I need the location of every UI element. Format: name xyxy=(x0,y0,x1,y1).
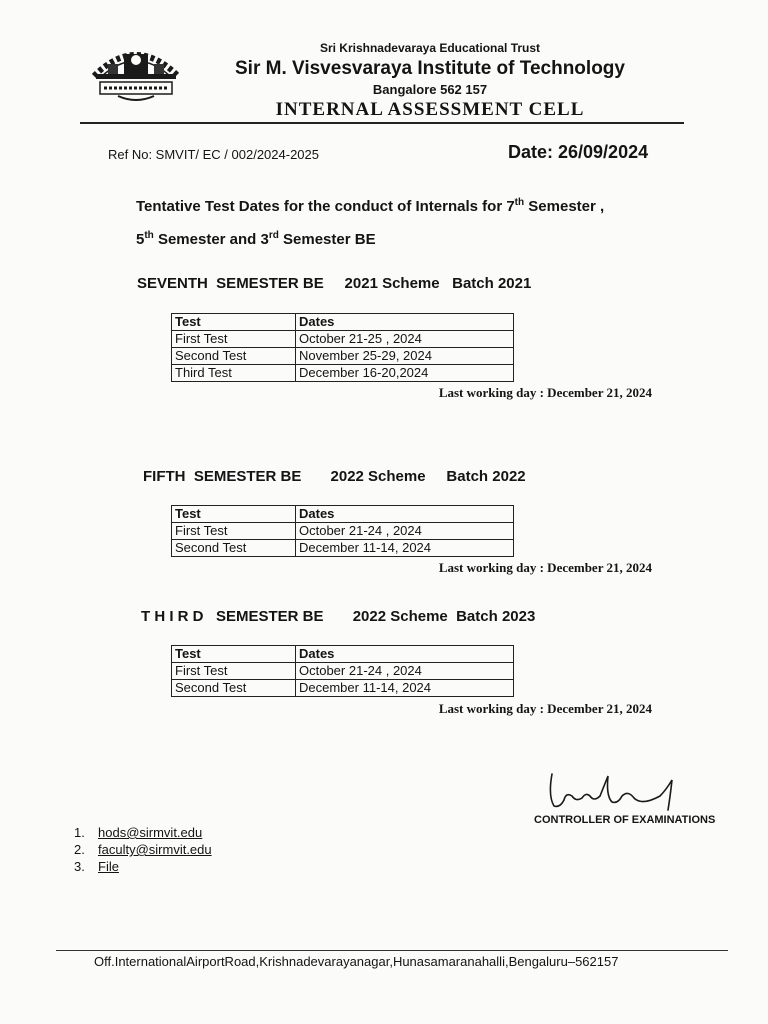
signature-icon xyxy=(542,766,682,814)
file-label: File xyxy=(98,859,119,874)
subject-text: Tentative Test Dates for the conduct of Internals for 7 xyxy=(136,198,515,215)
table-row xyxy=(172,663,514,680)
subject-sup: th xyxy=(144,230,154,241)
table-cell: October 21-24 , 2024 xyxy=(296,523,514,540)
table-row xyxy=(172,540,514,557)
document-date: Date: 26/09/2024 xyxy=(508,142,649,162)
column-header: Test xyxy=(172,506,296,523)
trust-name: Sri Krishnadevaraya Educational Trust xyxy=(319,41,541,55)
copy-to-list xyxy=(74,824,212,875)
table-row xyxy=(172,331,514,348)
subject-text: Semester and 3 xyxy=(153,231,269,248)
footer-divider xyxy=(56,950,728,951)
table-row xyxy=(172,365,514,382)
table-cell: Third Test xyxy=(172,365,296,382)
table-cell: Second Test xyxy=(172,348,296,365)
list-item xyxy=(74,858,212,875)
column-header: Test xyxy=(172,646,296,663)
list-item xyxy=(74,824,212,841)
table-row xyxy=(172,680,514,697)
table-cell: December 11-14, 2024 xyxy=(296,540,514,557)
table-cell: December 16-20,2024 xyxy=(296,365,514,382)
table-cell: November 25-29, 2024 xyxy=(296,348,514,365)
reference-number: Ref No: SMVIT/ EC / 002/2024-2025 xyxy=(108,147,319,162)
subject-sup: th xyxy=(514,197,525,208)
table-cell: December 11-14, 2024 xyxy=(296,680,514,697)
list-number: 2. xyxy=(74,842,85,857)
table-cell: First Test xyxy=(172,663,296,680)
table-cell: October 21-24 , 2024 xyxy=(296,663,514,680)
test-table-third xyxy=(171,645,514,697)
subject-sup: rd xyxy=(268,230,279,241)
header-divider xyxy=(80,122,684,124)
column-header: Dates xyxy=(296,506,514,523)
section-heading-fifth: FIFTH SEMESTER BE 2022 Scheme Batch 2022 xyxy=(143,468,526,485)
column-header: Test xyxy=(172,314,296,331)
footer-address: Off.InternationalAirportRoad,Krishnadevarayanagar,Hunasamaranahalli,Bengaluru–562157 xyxy=(94,954,619,969)
list-item xyxy=(74,841,212,858)
subject-text: Semester , xyxy=(524,198,605,215)
table-cell: First Test xyxy=(172,331,296,348)
list-number: 1. xyxy=(74,825,85,840)
signatory-title: CONTROLLER OF EXAMINATIONS xyxy=(534,814,716,826)
last-working-day-fifth: Last working day : December 21, 2024 xyxy=(438,560,652,575)
table-row xyxy=(172,348,514,365)
table-cell: Second Test xyxy=(172,680,296,697)
column-header: Dates xyxy=(296,646,514,663)
section-heading-seventh: SEVENTH SEMESTER BE 2021 Scheme Batch 2021 xyxy=(137,275,532,292)
institute-name: Sir M. Visvesvaraya Institute of Technology xyxy=(235,58,625,79)
table-cell: October 21-25 , 2024 xyxy=(296,331,514,348)
institute-city: Bangalore 562 157 xyxy=(372,82,488,97)
email-link-faculty[interactable]: faculty@sirmvit.edu xyxy=(98,842,212,857)
table-cell: Second Test xyxy=(172,540,296,557)
institute-logo-icon xyxy=(88,40,184,104)
column-header: Dates xyxy=(296,314,514,331)
last-working-day-third: Last working day : December 21, 2024 xyxy=(438,701,652,716)
email-link-hods[interactable]: hods@sirmvit.edu xyxy=(98,825,203,840)
test-table-seventh xyxy=(171,313,514,382)
subject-line xyxy=(136,188,696,254)
section-heading-third: T H I R D SEMESTER BE 2022 Scheme Batch 2023 xyxy=(141,608,536,625)
cell-title: INTERNAL ASSESSMENT CELL xyxy=(275,99,585,120)
table-cell: First Test xyxy=(172,523,296,540)
subject-text: Semester BE xyxy=(278,231,376,248)
table-row xyxy=(172,523,514,540)
last-working-day-seventh: Last working day : December 21, 2024 xyxy=(438,385,652,400)
list-number: 3. xyxy=(74,859,85,874)
subject-text: 5 xyxy=(136,231,145,248)
test-table-fifth xyxy=(171,505,514,557)
